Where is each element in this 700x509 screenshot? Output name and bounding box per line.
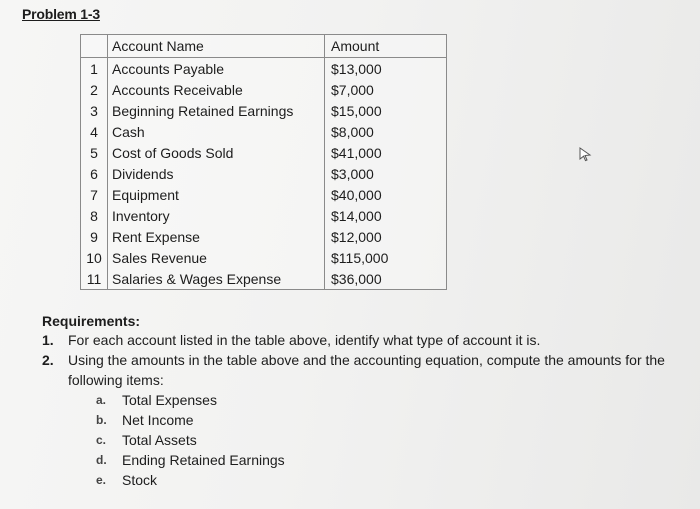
sub-item-text: Stock bbox=[122, 472, 158, 488]
accounts-table bbox=[80, 34, 447, 290]
table-row bbox=[81, 184, 447, 205]
amount-cell: $7,000 bbox=[325, 79, 447, 100]
amount-cell: $8,000 bbox=[325, 121, 447, 142]
table-row bbox=[81, 58, 447, 80]
requirement-number: 1. bbox=[42, 332, 54, 348]
account-name-cell: Accounts Payable bbox=[108, 58, 325, 80]
row-number: 10 bbox=[81, 247, 108, 268]
mouse-pointer-icon bbox=[578, 146, 592, 162]
row-number: 1 bbox=[81, 58, 108, 80]
header-num bbox=[81, 35, 108, 58]
account-name-cell: Accounts Receivable bbox=[108, 79, 325, 100]
table-row bbox=[81, 163, 447, 184]
account-name-cell: Inventory bbox=[108, 205, 325, 226]
sub-item-letter: d. bbox=[96, 453, 107, 467]
table-header-row bbox=[81, 35, 447, 58]
sub-item-text: Ending Retained Earnings bbox=[122, 452, 285, 468]
amount-cell: $13,000 bbox=[325, 58, 447, 80]
sub-item-text: Net Income bbox=[122, 412, 194, 428]
amount-cell: $115,000 bbox=[325, 247, 447, 268]
table-row bbox=[81, 121, 447, 142]
sub-item-letter: e. bbox=[96, 473, 107, 487]
amount-cell: $41,000 bbox=[325, 142, 447, 163]
sub-item-letter: a. bbox=[96, 393, 107, 407]
amount-cell: $3,000 bbox=[325, 163, 447, 184]
amount-cell: $40,000 bbox=[325, 184, 447, 205]
sub-item bbox=[96, 470, 692, 490]
sub-items-list bbox=[96, 390, 692, 490]
account-name-cell: Cost of Goods Sold bbox=[108, 142, 325, 163]
account-name-cell: Salaries & Wages Expense bbox=[108, 268, 325, 290]
table-row bbox=[81, 247, 447, 268]
row-number: 11 bbox=[81, 268, 108, 290]
header-account-name: Account Name bbox=[108, 35, 325, 58]
sub-item bbox=[96, 390, 692, 410]
row-number: 7 bbox=[81, 184, 108, 205]
table-row bbox=[81, 100, 447, 121]
account-name-cell: Equipment bbox=[108, 184, 325, 205]
amount-cell: $15,000 bbox=[325, 100, 447, 121]
table-row bbox=[81, 79, 447, 100]
row-number: 6 bbox=[81, 163, 108, 184]
row-number: 5 bbox=[81, 142, 108, 163]
requirement-text: Using the amounts in the table above and the accounting equation, compute the amounts for the following items: bbox=[68, 352, 665, 388]
page-title: Problem 1-3 bbox=[22, 6, 100, 22]
table-row bbox=[81, 226, 447, 247]
row-number: 2 bbox=[81, 79, 108, 100]
sub-item-letter: c. bbox=[96, 433, 107, 447]
amount-cell: $12,000 bbox=[325, 226, 447, 247]
requirements-title: Requirements: bbox=[42, 313, 141, 329]
requirement-item bbox=[42, 350, 692, 390]
account-name-cell: Dividends bbox=[108, 163, 325, 184]
requirements-section bbox=[42, 313, 692, 490]
requirement-text: For each account listed in the table above, identify what type of account it is. bbox=[68, 332, 541, 348]
row-number: 8 bbox=[81, 205, 108, 226]
account-name-cell: Rent Expense bbox=[108, 226, 325, 247]
requirement-item bbox=[42, 330, 692, 350]
table-row bbox=[81, 142, 447, 163]
amount-cell: $14,000 bbox=[325, 205, 447, 226]
sub-item-text: Total Expenses bbox=[122, 392, 217, 408]
account-name-cell: Beginning Retained Earnings bbox=[108, 100, 325, 121]
sub-item bbox=[96, 450, 692, 470]
sub-item bbox=[96, 430, 692, 450]
row-number: 4 bbox=[81, 121, 108, 142]
account-name-cell: Sales Revenue bbox=[108, 247, 325, 268]
header-amount: Amount bbox=[325, 35, 447, 58]
requirement-number: 2. bbox=[42, 352, 54, 368]
account-name-cell: Cash bbox=[108, 121, 325, 142]
amount-cell: $36,000 bbox=[325, 268, 447, 290]
row-number: 9 bbox=[81, 226, 108, 247]
sub-item bbox=[96, 410, 692, 430]
sub-item-text: Total Assets bbox=[122, 432, 197, 448]
sub-item-letter: b. bbox=[96, 413, 107, 427]
row-number: 3 bbox=[81, 100, 108, 121]
table-row bbox=[81, 205, 447, 226]
table-row bbox=[81, 268, 447, 290]
